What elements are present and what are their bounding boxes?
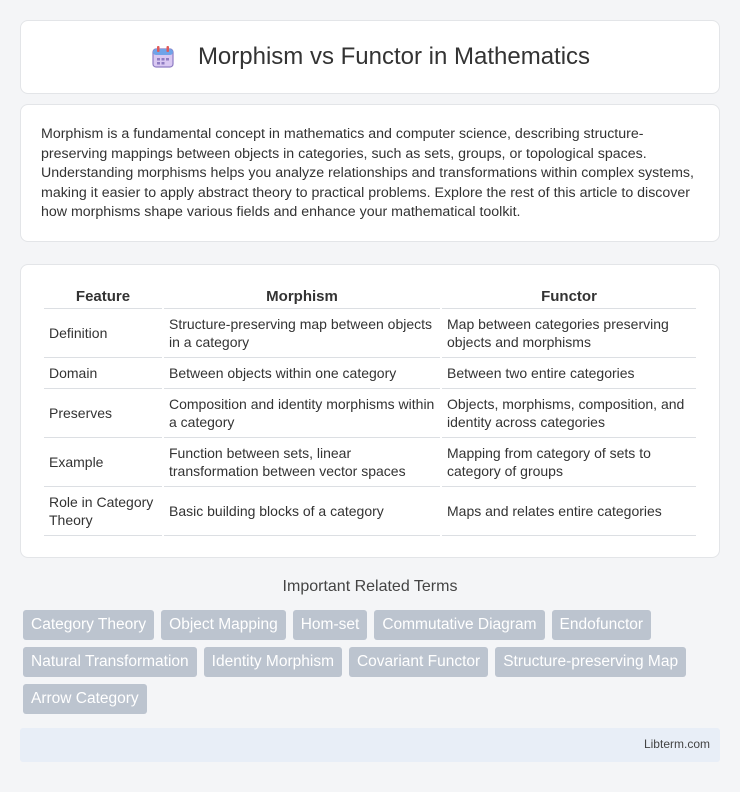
tag-category-theory[interactable]: Category Theory (23, 610, 154, 640)
table-cell: Maps and relates entire categories (442, 487, 696, 536)
related-terms-tags (23, 610, 723, 714)
table-cell: Function between sets, linear transformation between vector spaces (164, 438, 440, 487)
tag-object-mapping[interactable]: Object Mapping (161, 610, 286, 640)
tag-commutative-diagram[interactable]: Commutative Diagram (374, 610, 544, 640)
column-header-functor: Functor (442, 285, 696, 309)
tag-endofunctor[interactable]: Endofunctor (552, 610, 652, 640)
footer (20, 728, 720, 762)
table-cell: Objects, morphisms, composition, and identity across categories (442, 389, 696, 438)
table-row (44, 309, 696, 358)
table-cell: Preserves (44, 389, 162, 438)
related-terms-title: Important Related Terms (282, 578, 458, 595)
tag-arrow-category[interactable]: Arrow Category (23, 684, 147, 714)
tag-structure-preserving-map[interactable]: Structure-preserving Map (495, 647, 686, 677)
table-cell: Map between categories preserving objects and morphisms (442, 309, 696, 358)
footer-site-link[interactable]: Libterm.com (643, 737, 710, 751)
intro-card (20, 104, 720, 242)
table-cell: Basic building blocks of a category (164, 487, 440, 536)
tag-identity-morphism[interactable]: Identity Morphism (204, 647, 342, 677)
table-cell: Composition and identity morphisms within a category (164, 389, 440, 438)
intro-text: Morphism is a fundamental concept in mathematics and computer science, describing structure-preserving mappings between objects in categories, such as sets, groups, or topological spaces. Understanding morphisms helps you analyze relationships and transformations within complex systems, making it easier to apply abstract theory to practical problems. Explore the rest of this article to discover how morphisms shape various fields and enhance your mathematical toolkit. (41, 126, 694, 220)
table-row (44, 487, 696, 536)
column-header-feature: Feature (44, 285, 162, 309)
table-row (44, 438, 696, 487)
table-cell: Between two entire categories (442, 358, 696, 389)
column-header-morphism: Morphism (164, 285, 440, 309)
comparison-table (42, 285, 698, 536)
table-cell: Mapping from category of sets to category of groups (442, 438, 696, 487)
table-cell: Structure-preserving map between objects in a category (164, 309, 440, 358)
table-cell: Role in Category Theory (44, 487, 162, 536)
tag-hom-set[interactable]: Hom-set (293, 610, 368, 640)
calendar-icon (150, 44, 176, 70)
table-cell: Domain (44, 358, 162, 389)
tag-natural-transformation[interactable]: Natural Transformation (23, 647, 197, 677)
page-title: Morphism vs Functor in Mathematics (197, 43, 591, 70)
table-cell: Definition (44, 309, 162, 358)
table-cell: Example (44, 438, 162, 487)
table-row (44, 389, 696, 438)
table-cell: Between objects within one category (164, 358, 440, 389)
table-header-row (44, 285, 696, 309)
tag-covariant-functor[interactable]: Covariant Functor (349, 647, 488, 677)
table-row (44, 358, 696, 389)
header-card (20, 20, 720, 94)
comparison-table-card (20, 264, 720, 558)
